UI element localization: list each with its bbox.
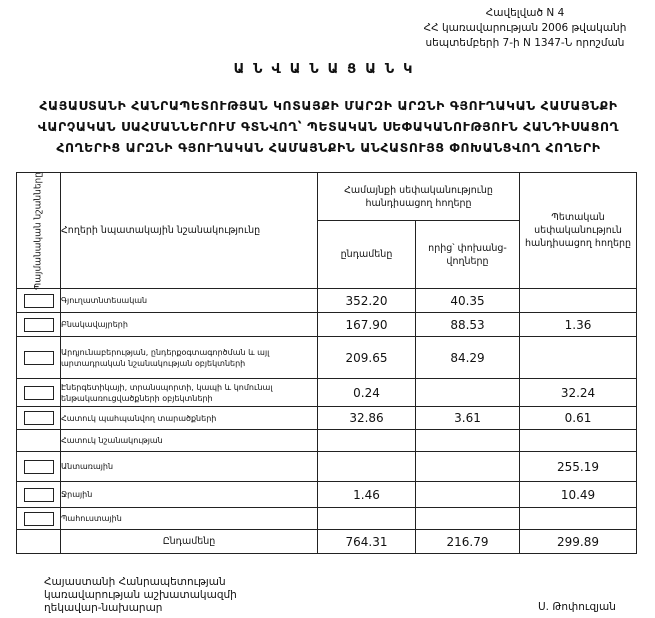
symbol-cell bbox=[17, 452, 61, 482]
table-row bbox=[17, 313, 637, 337]
row-transfer bbox=[416, 482, 520, 508]
total-label: Ընդամենը bbox=[61, 530, 318, 554]
total-row bbox=[17, 530, 637, 554]
symbol-box bbox=[24, 488, 54, 502]
row-transfer: 88.53 bbox=[416, 313, 520, 337]
total-total: 764.31 bbox=[318, 530, 416, 554]
title-line-1: ՀԱՅԱՍՏԱՆԻ ՀԱՆՐԱՊԵՏՈՒԹՅԱՆ ԿՈՏԱՅՔԻ ՄԱՐԶԻ ԱՐԶՆԻ ԳՅՈՒՂԱԿԱՆ ՀԱՄԱՅՆՔԻ bbox=[39, 98, 618, 113]
header-community: Համայնքի սեփականությունը հանդիսացող հողերը bbox=[318, 173, 520, 221]
header-transfer: որից՝ փոխանց-վողները bbox=[416, 221, 520, 289]
document-heading: ԱՆՎԱՆԱՑԱՆԿ bbox=[233, 62, 422, 77]
appendix-decree: ՀՀ կառավարության 2006 թվականի bbox=[423, 22, 627, 34]
row-state: 10.49 bbox=[520, 482, 637, 508]
row-state bbox=[520, 289, 637, 313]
row-state: 0.61 bbox=[520, 407, 637, 430]
row-transfer: 3.61 bbox=[416, 407, 520, 430]
signatory-name: Ս. Թոփուզյան bbox=[538, 601, 616, 613]
symbol-cell bbox=[17, 407, 61, 430]
table-row bbox=[17, 482, 637, 508]
signatory-line-1: Հայաստանի Հանրապետության bbox=[44, 576, 226, 588]
row-label: Գյուղատնտեսական bbox=[61, 289, 318, 313]
table-row bbox=[17, 289, 637, 313]
symbol-cell bbox=[17, 508, 61, 530]
symbol-cell bbox=[17, 482, 61, 508]
table-row bbox=[17, 379, 637, 407]
land-table bbox=[16, 172, 637, 554]
row-label: Հատուկ նշանակության bbox=[61, 430, 318, 452]
header-symbols bbox=[17, 173, 61, 289]
row-total: 32.86 bbox=[318, 407, 416, 430]
row-label: Արդյունաբերության, ընդերքօգտագործման և այլ արտադրական նշանակության օբյեկտների bbox=[61, 337, 318, 379]
header-purpose: Հողերի նպատակային նշանակությունը bbox=[61, 173, 318, 289]
signatory-line-3: ղեկավար-նախարար bbox=[44, 602, 163, 614]
appendix-date: սեպտեմբերի 7-ի N 1347-Ն որոշման bbox=[425, 37, 625, 49]
symbol-box bbox=[24, 460, 54, 474]
symbol-box bbox=[24, 411, 54, 425]
row-total bbox=[318, 430, 416, 452]
row-total: 209.65 bbox=[318, 337, 416, 379]
row-state bbox=[520, 337, 637, 379]
row-label: Ջրային bbox=[61, 482, 318, 508]
symbol-cell bbox=[17, 289, 61, 313]
row-total: 1.46 bbox=[318, 482, 416, 508]
row-transfer: 84.29 bbox=[416, 337, 520, 379]
symbol-box bbox=[24, 512, 54, 526]
symbol-box bbox=[24, 294, 54, 308]
table-row bbox=[17, 407, 637, 430]
header-symbols-text: Պայմանական նշանները bbox=[33, 171, 43, 290]
row-total: 167.90 bbox=[318, 313, 416, 337]
row-label: Անտառային bbox=[61, 452, 318, 482]
row-state: 1.36 bbox=[520, 313, 637, 337]
signatory-line-2: կառավարության աշխատակազմի bbox=[44, 589, 237, 601]
row-label: Հատուկ պահպանվող տարածքների bbox=[61, 407, 318, 430]
row-transfer bbox=[416, 379, 520, 407]
row-transfer bbox=[416, 430, 520, 452]
row-state bbox=[520, 508, 637, 530]
signatory-position bbox=[44, 576, 237, 615]
total-transfer: 216.79 bbox=[416, 530, 520, 554]
symbol-box bbox=[24, 386, 54, 400]
header-state: Պետական սեփականություն հանդիսացող հողերը bbox=[520, 173, 637, 289]
row-state bbox=[520, 430, 637, 452]
symbol-cell bbox=[17, 430, 61, 452]
header-total: ընդամենը bbox=[318, 221, 416, 289]
table-row bbox=[17, 508, 637, 530]
title-line-2: ՎԱՐՉԱԿԱՆ ՍԱՀՄԱՆՆԵՐՈՒՄ ԳՏՆՎՈՂ՝ ՊԵՏԱԿԱՆ ՍԵՓԱԿԱՆՈՒԹՅՈՒՆ ՀԱՆԴԻՍԱՑՈՂ bbox=[37, 119, 620, 134]
row-total bbox=[318, 452, 416, 482]
row-total bbox=[318, 508, 416, 530]
table-row bbox=[17, 337, 637, 379]
row-transfer: 40.35 bbox=[416, 289, 520, 313]
row-total: 352.20 bbox=[318, 289, 416, 313]
symbol-cell bbox=[17, 530, 61, 554]
row-label: Էներգետիկայի, տրանսպորտի, կապի և կոմունալ ենթակառուցվածքների օբյեկտների bbox=[61, 379, 318, 407]
row-total: 0.24 bbox=[318, 379, 416, 407]
symbol-cell bbox=[17, 313, 61, 337]
document-title bbox=[6, 95, 651, 158]
symbol-box bbox=[24, 318, 54, 332]
row-state: 32.24 bbox=[520, 379, 637, 407]
symbol-cell bbox=[17, 337, 61, 379]
appendix-number: Հավելված N 4 bbox=[485, 7, 565, 19]
title-line-3: ՀՈՂԵՐԻՑ ԱՐԶՆԻ ԳՅՈՒՂԱԿԱՆ ՀԱՄԱՅՆՔԻՆ ԱՆՀԱՏՈՒՅՑ ՓՈԽԱՆՑՎՈՂ ՀՈՂԵՐԻ bbox=[56, 140, 601, 155]
row-transfer bbox=[416, 452, 520, 482]
symbol-cell bbox=[17, 379, 61, 407]
appendix-reference bbox=[405, 6, 645, 51]
row-label: Բնակավայրերի bbox=[61, 313, 318, 337]
symbol-box bbox=[24, 351, 54, 365]
total-state: 299.89 bbox=[520, 530, 637, 554]
table-row bbox=[17, 430, 637, 452]
row-transfer bbox=[416, 508, 520, 530]
row-label: Պահուստային bbox=[61, 508, 318, 530]
table-row bbox=[17, 452, 637, 482]
row-state: 255.19 bbox=[520, 452, 637, 482]
